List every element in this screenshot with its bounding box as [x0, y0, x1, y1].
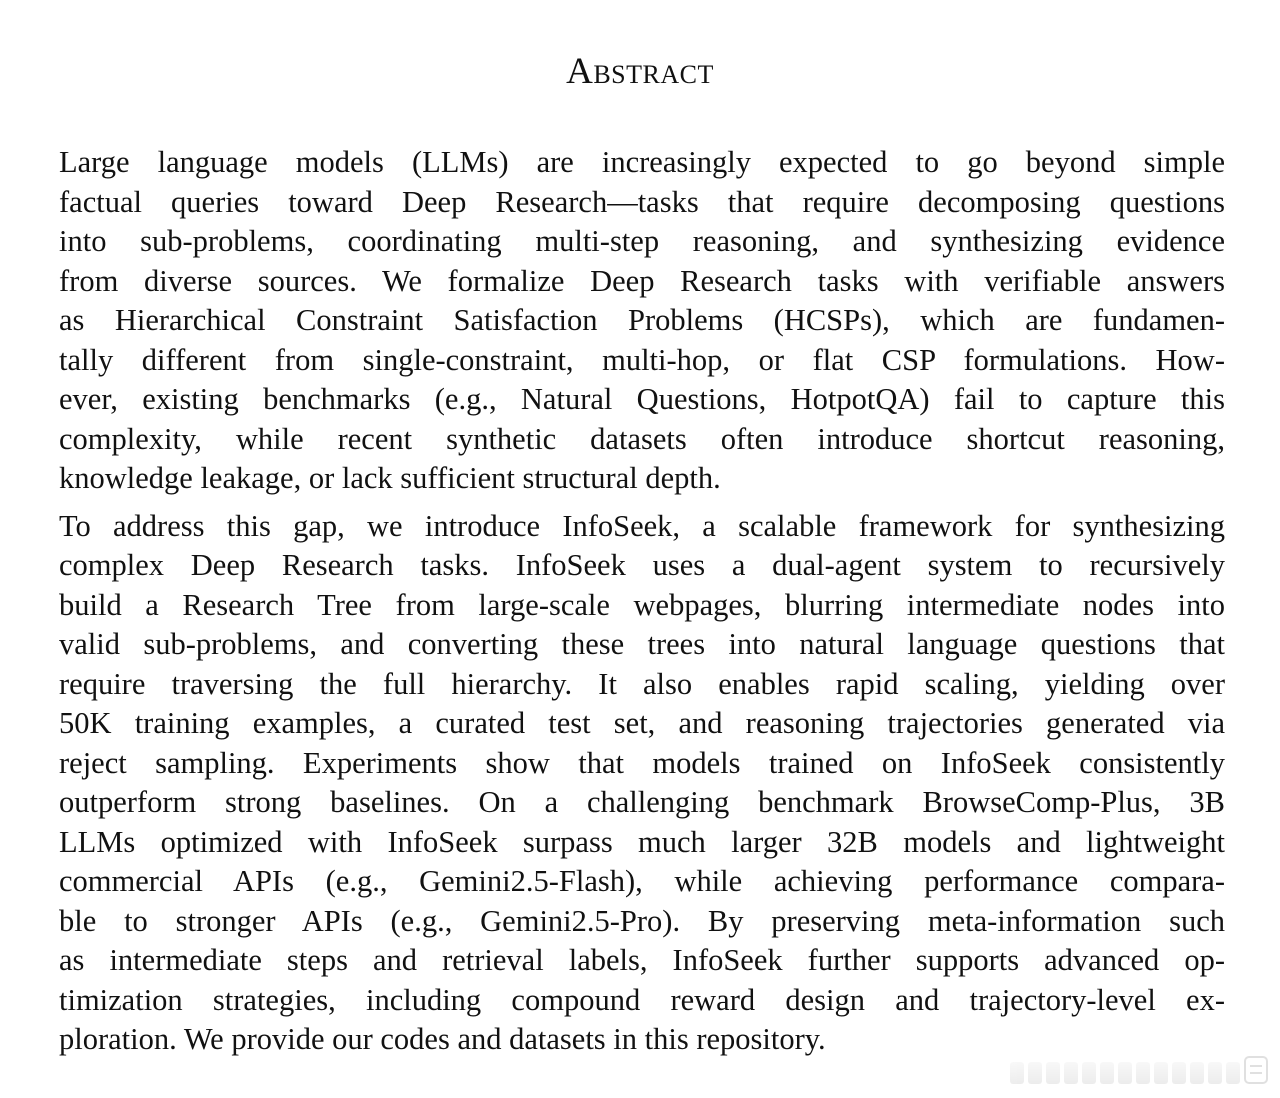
watermark-bar — [1154, 1062, 1168, 1084]
watermark-bar — [1118, 1062, 1132, 1084]
text-line: timization strategies, including compound reward design and trajectory-level ex- — [59, 982, 1225, 1017]
text-line: commercial APIs (e.g., Gemini2.5-Flash), while achieving performance compara- — [59, 864, 1225, 898]
watermark-bar — [1010, 1062, 1024, 1084]
abstract-body — [59, 143, 1225, 1060]
watermark-bar — [1136, 1062, 1150, 1084]
text-line: tally different from single-constraint, multi-hop, or flat CSP formulations. How- — [59, 342, 1225, 377]
text-line: To address this gap, we introduce InfoSeek, a scalable framework for synthesizing — [59, 508, 1225, 543]
text-line: into sub-problems, coordinating multi-step reasoning, and synthesizing evidence — [59, 224, 1225, 258]
text-line: complexity, while recent synthetic datasets often introduce shortcut reasoning, — [59, 421, 1225, 456]
watermark-bar — [1100, 1062, 1114, 1084]
watermark-bar — [1064, 1062, 1078, 1084]
text-line: ploration. We provide our codes and datasets in this repository. — [59, 1022, 826, 1056]
text-line: as intermediate steps and retrieval labels, InfoSeek further supports advanced op- — [59, 943, 1225, 977]
text-line: require traversing the full hierarchy. It also enables rapid scaling, yielding over — [59, 666, 1225, 701]
text-line: knowledge leakage, or lack sufficient structural depth. — [59, 461, 721, 495]
abstract-paragraph-2 — [59, 507, 1225, 1060]
watermark-bar — [1046, 1062, 1060, 1084]
document-list-icon — [1244, 1056, 1268, 1084]
watermark-bar — [1082, 1062, 1096, 1084]
text-line: LLMs optimized with InfoSeek surpass much larger 32B models and lightweight — [59, 824, 1225, 859]
text-line: Large language models (LLMs) are increasingly expected to go beyond simple — [59, 145, 1225, 179]
text-line: ble to stronger APIs (e.g., Gemini2.5-Pro). By preserving meta-information such — [59, 903, 1225, 938]
text-line: outperform strong baselines. On a challenging benchmark BrowseComp-Plus, 3B — [59, 785, 1225, 819]
text-line: valid sub-problems, and converting these trees into natural language questions that — [59, 627, 1225, 661]
text-line: reject sampling. Experiments show that models trained on InfoSeek consistently — [59, 745, 1225, 780]
text-line: ever, existing benchmarks (e.g., Natural Questions, HotpotQA) fail to capture this — [59, 382, 1225, 416]
watermark-bar — [1190, 1062, 1204, 1084]
text-line: as Hierarchical Constraint Satisfaction Problems (HCSPs), which are fundamen- — [59, 303, 1225, 337]
watermark-bar — [1208, 1062, 1222, 1084]
watermark — [1010, 1056, 1268, 1084]
watermark-bar — [1226, 1062, 1240, 1084]
watermark-bar — [1028, 1062, 1042, 1084]
text-line: factual queries toward Deep Research—tasks that require decomposing questions — [59, 184, 1225, 219]
abstract-heading: Abstract — [566, 51, 714, 92]
abstract-paragraph-1 — [59, 143, 1225, 499]
text-line: 50K training examples, a curated test set, and reasoning trajectories generated via — [59, 706, 1225, 740]
watermark-bar — [1172, 1062, 1186, 1084]
text-line: from diverse sources. We formalize Deep Research tasks with verifiable answers — [59, 263, 1225, 298]
text-line: complex Deep Research tasks. InfoSeek uses a dual-agent system to recursively — [59, 548, 1225, 582]
text-line: build a Research Tree from large-scale webpages, blurring intermediate nodes into — [59, 587, 1225, 622]
